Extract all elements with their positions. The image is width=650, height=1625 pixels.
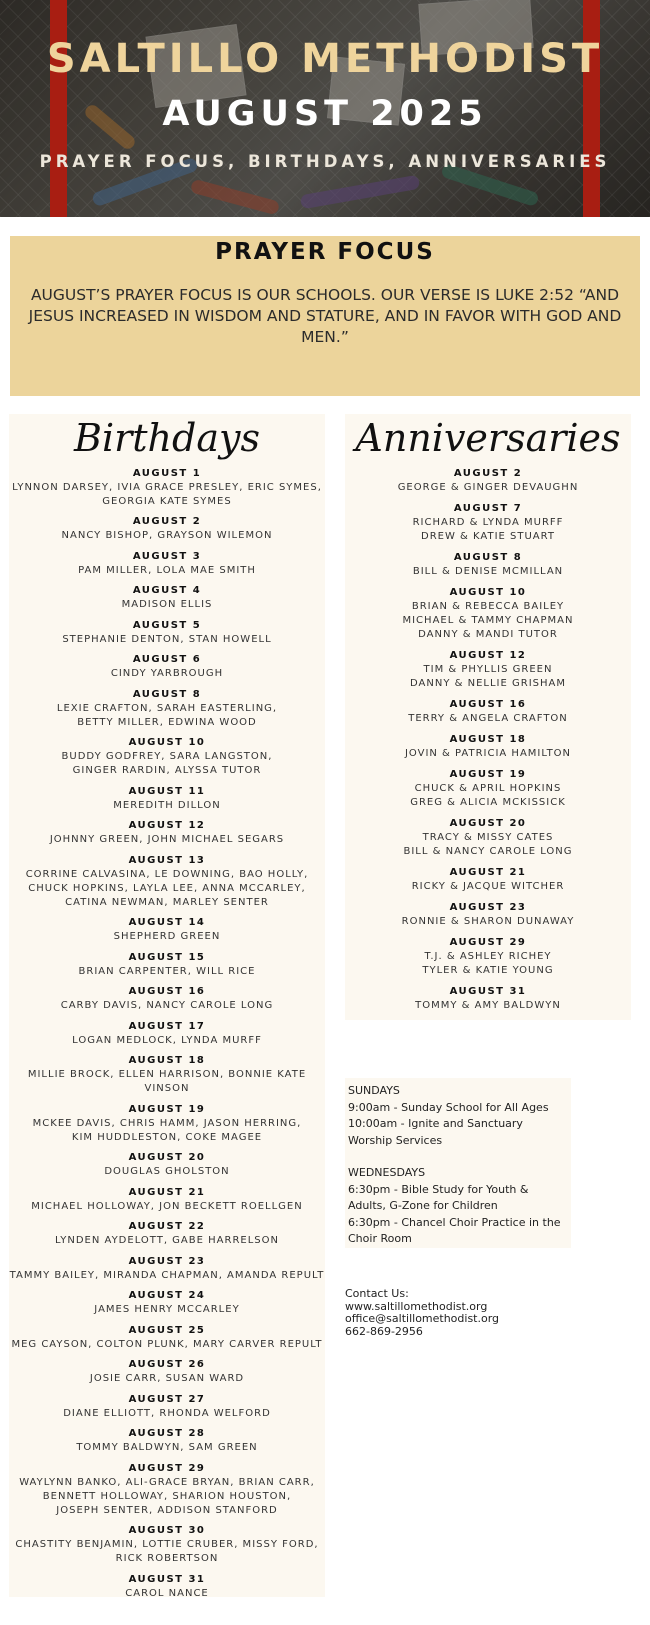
birthday-entry <box>9 1427 325 1455</box>
date-label: AUGUST 3 <box>132 550 202 562</box>
birthday-entry <box>9 785 325 813</box>
church-name: SALTILLO METHODIST <box>46 36 604 82</box>
birthday-entry <box>9 1186 325 1214</box>
birthday-entry <box>9 1255 325 1283</box>
anniversary-entry <box>345 551 631 579</box>
date-label: AUGUST 13 <box>128 854 206 866</box>
date-label: AUGUST 23 <box>449 902 527 913</box>
names-line: CAROL NANCE <box>125 1587 209 1599</box>
header-banner <box>0 0 650 217</box>
names-line: BENNETT HOLLOWAY, SHARION HOUSTON, <box>42 1490 292 1502</box>
names-line: RICHARD & LYNDA MURFF <box>412 517 564 528</box>
names-line: JOHNNY GREEN, JOHN MICHAEL SEGARS <box>49 834 285 845</box>
date-label: AUGUST 24 <box>128 1290 206 1301</box>
names-line: CORRINE CALVASINA, LE DOWNING, BAO HOLLY, <box>25 868 309 880</box>
birthday-entry <box>9 467 325 509</box>
names-line: TERRY & ANGELA CRAFTON <box>408 713 568 724</box>
anniversary-entry <box>345 586 631 642</box>
anniversary-entry <box>345 768 631 810</box>
newsletter-month: AUGUST 2025 <box>162 94 488 134</box>
anniversaries-list <box>345 467 631 1013</box>
date-label: AUGUST 30 <box>128 1525 206 1536</box>
prayer-focus-text: AUGUST’S PRAYER FOCUS IS OUR SCHOOLS. OUR VERSE IS LUKE 2:52 “AND JESUS INCREASED IN WISDOM AND STATURE, AND IN FAVOR WITH GOD AND MEN.” <box>28 286 622 346</box>
date-label: AUGUST 19 <box>128 1103 206 1115</box>
date-label: AUGUST 25 <box>128 1324 206 1336</box>
date-label: AUGUST 29 <box>449 937 527 948</box>
birthday-entry <box>9 515 325 543</box>
service-times-box <box>345 1078 571 1248</box>
names-line: MEREDITH DILLON <box>113 799 221 811</box>
anniversary-entry <box>345 817 631 859</box>
names-line: PAM MILLER, LOLA MAE SMITH <box>78 564 256 576</box>
anniversary-entry <box>345 985 631 1013</box>
date-label: AUGUST 18 <box>128 1055 206 1066</box>
names-line: TRACY & MISSY CATES <box>422 832 554 843</box>
date-label: AUGUST 7 <box>453 503 523 514</box>
names-line: CINDY YARBROUGH <box>110 668 224 679</box>
date-label: AUGUST 20 <box>128 1152 206 1163</box>
birthday-entry <box>9 688 325 730</box>
names-line: LYNNON DARSEY, IVIA GRACE PRESLEY, ERIC SYMES, <box>12 481 322 493</box>
date-label: AUGUST 1 <box>132 467 202 479</box>
date-label: AUGUST 21 <box>128 1186 206 1198</box>
names-line: CHUCK & APRIL HOPKINS <box>414 783 562 794</box>
names-line: BILL & DENISE MCMILLAN <box>412 566 564 577</box>
date-label: AUGUST 5 <box>132 619 202 631</box>
birthday-entry <box>9 1393 325 1421</box>
names-line: MICHAEL & TAMMY CHAPMAN <box>402 615 574 626</box>
names-line: JOSEPH SENTER, ADDISON STANFORD <box>56 1504 278 1516</box>
names-line: JOSIE CARR, SUSAN WARD <box>89 1373 245 1384</box>
birthday-entry <box>9 1020 325 1048</box>
date-label: AUGUST 8 <box>132 688 202 700</box>
names-line: CATINA NEWMAN, MARLEY SENTER <box>65 896 269 908</box>
birthday-entry <box>9 951 325 979</box>
names-line: JOVIN & PATRICIA HAMILTON <box>404 748 572 759</box>
names-line: MEG CAYSON, COLTON PLUNK, MARY CARVER REPULT <box>11 1338 323 1350</box>
date-label: AUGUST 20 <box>449 818 527 829</box>
names-line: T.J. & ASHLEY RICHEY <box>424 951 552 962</box>
date-label: AUGUST 4 <box>132 585 202 596</box>
birthday-entry <box>9 653 325 681</box>
names-line: DOUGLAS GHOLSTON <box>104 1166 230 1177</box>
names-line: DREW & KATIE STUART <box>421 531 555 542</box>
date-label: AUGUST 31 <box>449 986 527 997</box>
birthday-entry <box>9 1573 325 1601</box>
names-line: WAYLYNN BANKO, ALI-GRACE BRYAN, BRIAN CARR, <box>19 1476 315 1488</box>
contact-heading: Contact Us: <box>345 1287 409 1300</box>
birthday-entry <box>9 584 325 612</box>
birthday-entry <box>9 550 325 578</box>
birthday-entry <box>9 1289 325 1317</box>
names-line: TAMMY BAILEY, MIRANDA CHAPMAN, AMANDA REPULT <box>9 1269 325 1281</box>
birthday-entry <box>9 1524 325 1566</box>
anniversaries-heading: Anniversaries <box>355 416 621 460</box>
names-line: GEORGE & GINGER DEVAUGHN <box>397 482 579 493</box>
names-line: LEXIE CRAFTON, SARAH EASTERLING, <box>56 702 278 714</box>
names-line: MCKEE DAVIS, CHRIS HAMM, JASON HERRING, <box>32 1117 302 1129</box>
sunday-service: 9:00am - Sunday School for All Ages <box>348 1100 549 1114</box>
date-label: AUGUST 10 <box>128 737 206 748</box>
birthday-entry <box>9 1220 325 1248</box>
names-line: BILL & NANCY CAROLE LONG <box>403 846 573 857</box>
names-line: TOMMY BALDWYN, SAM GREEN <box>76 1442 258 1453</box>
wednesday-service: 6:30pm - Chancel Choir Practice in the Choir Room <box>348 1215 561 1245</box>
names-line: BRIAN CARPENTER, WILL RICE <box>78 965 256 977</box>
names-line: BRIAN & REBECCA BAILEY <box>411 601 565 612</box>
names-line: TOMMY & AMY BALDWYN <box>415 1000 561 1011</box>
date-label: AUGUST 23 <box>128 1255 206 1267</box>
date-label: AUGUST 21 <box>449 867 527 878</box>
birthday-entry <box>9 1054 325 1096</box>
names-line: CHUCK HOPKINS, LAYLA LEE, ANNA MCCARLEY, <box>28 882 306 894</box>
date-label: AUGUST 17 <box>128 1020 206 1032</box>
birthday-entry <box>9 1358 325 1386</box>
names-line: MILLIE BROCK, ELLEN HARRISON, BONNIE KATE VINSON <box>27 1069 307 1094</box>
date-label: AUGUST 27 <box>128 1393 206 1405</box>
names-line: LYNDEN AYDELOTT, GABE HARRELSON <box>55 1235 279 1246</box>
prayer-focus-section <box>10 236 640 396</box>
contact-info <box>345 1288 499 1338</box>
birthday-entry <box>9 619 325 647</box>
date-label: AUGUST 15 <box>128 951 206 963</box>
date-label: AUGUST 12 <box>449 650 527 661</box>
date-label: AUGUST 16 <box>128 986 206 997</box>
names-line: GEORGIA KATE SYMES <box>102 495 232 507</box>
names-line: RICKY & JACQUE WITCHER <box>411 881 565 892</box>
names-line: NANCY BISHOP, GRAYSON WILEMON <box>61 530 273 541</box>
names-line: GREG & ALICIA MCKISSICK <box>410 797 566 808</box>
birthday-entry <box>9 1103 325 1145</box>
birthday-entry <box>9 1324 325 1352</box>
prayer-focus-heading: PRAYER FOCUS <box>215 239 435 265</box>
birthdays-heading: Birthdays <box>74 416 260 460</box>
names-line: KIM HUDDLESTON, COKE MAGEE <box>71 1131 263 1143</box>
names-line: TYLER & KATIE YOUNG <box>422 965 554 976</box>
names-line: RONNIE & SHARON DUNAWAY <box>401 916 575 927</box>
date-label: AUGUST 12 <box>128 820 206 831</box>
names-line: TIM & PHYLLIS GREEN <box>423 664 553 675</box>
date-label: AUGUST 31 <box>128 1573 206 1585</box>
anniversary-entry <box>345 936 631 978</box>
names-line: RICK ROBERTSON <box>115 1553 219 1564</box>
anniversary-entry <box>345 649 631 691</box>
birthday-entry <box>9 736 325 778</box>
names-line: GINGER RARDIN, ALYSSA TUTOR <box>72 765 262 776</box>
anniversary-entry <box>345 467 631 495</box>
date-label: AUGUST 2 <box>453 468 523 479</box>
birthday-entry <box>9 1462 325 1518</box>
contact-email-link[interactable]: office@saltillomethodist.org <box>345 1312 500 1325</box>
names-line: LOGAN MEDLOCK, LYNDA MURFF <box>72 1034 262 1046</box>
date-label: AUGUST 10 <box>449 587 527 598</box>
date-label: AUGUST 22 <box>128 1221 206 1232</box>
names-line: DANNY & MANDI TUTOR <box>418 629 558 640</box>
birthdays-section <box>9 414 325 1597</box>
names-line: BUDDY GODFREY, SARA LANGSTON, <box>61 751 273 762</box>
wednesday-service: 6:30pm - Bible Study for Youth & Adults, G-Zone for Children <box>348 1182 529 1212</box>
anniversary-entry <box>345 698 631 726</box>
date-label: AUGUST 18 <box>449 734 527 745</box>
sundays-heading: SUNDAYS <box>348 1084 400 1097</box>
date-label: AUGUST 6 <box>132 654 202 665</box>
newsletter-subtitle: PRAYER FOCUS, BIRTHDAYS, ANNIVERSARIES <box>39 152 611 171</box>
date-label: AUGUST 19 <box>449 769 527 780</box>
names-line: DANNY & NELLIE GRISHAM <box>410 678 566 689</box>
names-line: DIANE ELLIOTT, RHONDA WELFORD <box>63 1407 271 1419</box>
sunday-service: 10:00am - Ignite and Sanctuary Worship Services <box>348 1117 523 1147</box>
names-line: CARBY DAVIS, NANCY CAROLE LONG <box>60 1000 274 1011</box>
anniversary-entry <box>345 502 631 544</box>
date-label: AUGUST 26 <box>128 1359 206 1370</box>
names-line: CHASTITY BENJAMIN, LOTTIE CRUBER, MISSY FORD, <box>15 1539 319 1550</box>
date-label: AUGUST 29 <box>128 1462 206 1474</box>
birthday-entry <box>9 854 325 910</box>
birthday-entry <box>9 916 325 944</box>
anniversaries-section <box>345 414 631 1020</box>
contact-phone: 662-869-2956 <box>345 1324 423 1338</box>
names-line: JAMES HENRY MCCARLEY <box>94 1304 240 1315</box>
names-line: MADISON ELLIS <box>121 599 213 610</box>
birthday-entry <box>9 985 325 1013</box>
date-label: AUGUST 16 <box>449 699 527 710</box>
names-line: BETTY MILLER, EDWINA WOOD <box>77 716 257 728</box>
names-line: SHEPHERD GREEN <box>113 931 221 942</box>
anniversary-entry <box>345 733 631 761</box>
names-line: MICHAEL HOLLOWAY, JON BECKETT ROELLGEN <box>31 1200 303 1212</box>
birthday-entry <box>9 819 325 847</box>
date-label: AUGUST 2 <box>132 516 202 527</box>
birthdays-list <box>9 467 325 1601</box>
anniversary-entry <box>345 866 631 894</box>
date-label: AUGUST 8 <box>453 552 523 563</box>
wednesdays-heading: WEDNESDAYS <box>348 1166 426 1179</box>
date-label: AUGUST 14 <box>128 917 206 928</box>
date-label: AUGUST 28 <box>128 1428 206 1439</box>
anniversary-entry <box>345 901 631 929</box>
birthday-entry <box>9 1151 325 1179</box>
contact-website-link[interactable]: www.saltillomethodist.org <box>345 1299 488 1313</box>
names-line: STEPHANIE DENTON, STAN HOWELL <box>62 633 272 645</box>
date-label: AUGUST 11 <box>128 785 206 797</box>
